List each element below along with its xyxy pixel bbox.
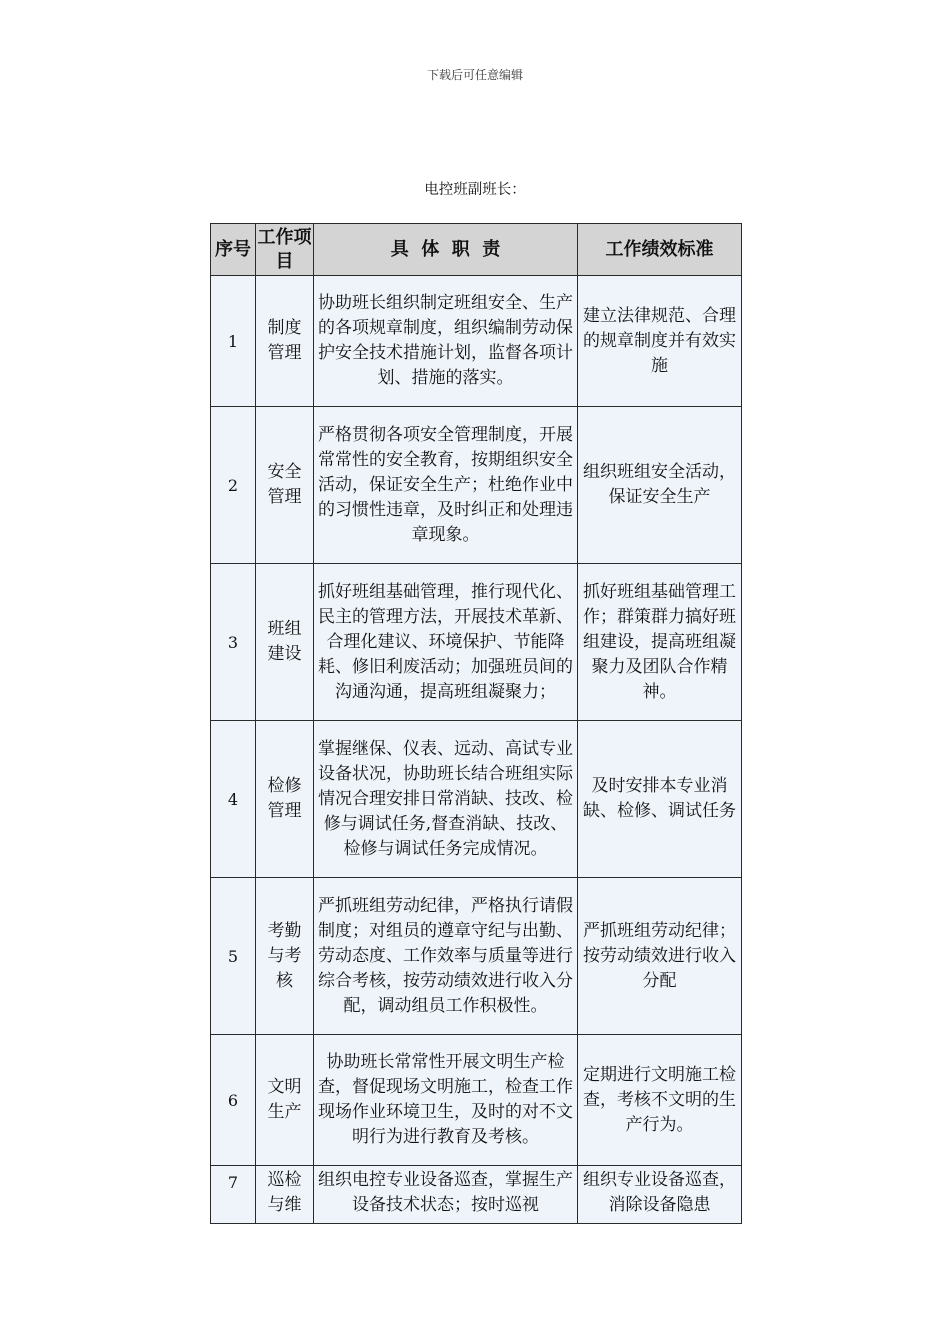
table-row bbox=[211, 564, 742, 721]
row-standard: 及时安排本专业消缺、检修、调试任务 bbox=[578, 721, 742, 878]
duty-table bbox=[210, 223, 742, 1224]
row-item: 制度管理 bbox=[256, 276, 314, 407]
document-title: 电控班副班长： bbox=[424, 182, 526, 198]
row-standard: 建立法律规范、合理的规章制度并有效实施 bbox=[578, 276, 742, 407]
row-seq: 6 bbox=[211, 1035, 256, 1166]
row-item: 考勤与考核 bbox=[256, 878, 314, 1035]
table-row bbox=[211, 276, 742, 407]
row-standard: 抓好班组基础管理工作；群策群力搞好班组建设，提高班组凝聚力及团队合作精神。 bbox=[578, 564, 742, 721]
row-item: 班组建设 bbox=[256, 564, 314, 721]
row-standard: 组织班组安全活动，保证安全生产 bbox=[578, 407, 742, 564]
table-header-row bbox=[211, 224, 742, 276]
row-standard: 严抓班组劳动纪律；按劳动绩效进行收入分配 bbox=[578, 878, 742, 1035]
row-duty: 严抓班组劳动纪律，严格执行请假制度；对组员的遵章守纪与出勤、劳动态度、工作效率与质量等进行综合考核，按劳动绩效进行收入分配，调动组员工作积极性。 bbox=[314, 878, 578, 1035]
header-item: 工作项目 bbox=[256, 224, 314, 276]
row-item: 检修管理 bbox=[256, 721, 314, 878]
row-seq: 1 bbox=[211, 276, 256, 407]
table-row bbox=[211, 1035, 742, 1166]
table-row bbox=[211, 878, 742, 1035]
table-row bbox=[211, 721, 742, 878]
row-duty: 协助班长常常性开展文明生产检查，督促现场文明施工，检查工作现场作业环境卫生，及时的对不文明行为进行教育及考核。 bbox=[314, 1035, 578, 1166]
row-duty: 掌握继保、仪表、远动、高试专业设备状况，协助班长结合班组实际情况合理安排日常消缺、技改、检修与调试任务,督查消缺、技改、检修与调试任务完成情况。 bbox=[314, 721, 578, 878]
row-standard: 定期进行文明施工检查，考核不文明的生产行为。 bbox=[578, 1035, 742, 1166]
row-seq: 7 bbox=[211, 1166, 256, 1224]
row-seq: 4 bbox=[211, 721, 256, 878]
row-duty: 协助班长组织制定班组安全、生产的各项规章制度，组织编制劳动保护安全技术措施计划，监督各项计划、措施的落实。 bbox=[314, 276, 578, 407]
row-seq: 3 bbox=[211, 564, 256, 721]
header-seq: 序号 bbox=[211, 224, 256, 276]
row-item: 文明生产 bbox=[256, 1035, 314, 1166]
row-seq: 2 bbox=[211, 407, 256, 564]
row-duty: 组织电控专业设备巡查，掌握生产设备技术状态；按时巡视 bbox=[314, 1166, 578, 1224]
row-duty: 抓好班组基础管理，推行现代化、民主的管理方法，开展技术革新、合理化建议、环境保护、节能降耗、修旧利废活动；加强班员间的沟通沟通，提高班组凝聚力； bbox=[314, 564, 578, 721]
row-item: 巡检与维 bbox=[256, 1166, 314, 1224]
row-item: 安全管理 bbox=[256, 407, 314, 564]
header-duty: 具 体 职 责 bbox=[314, 224, 578, 276]
header-standard: 工作绩效标准 bbox=[578, 224, 742, 276]
row-standard: 组织专业设备巡查，消除设备隐患 bbox=[578, 1166, 742, 1224]
row-duty: 严格贯彻各项安全管理制度，开展常常性的安全教育，按期组织安全活动，保证安全生产；杜绝作业中的习惯性违章，及时纠正和处理违章现象。 bbox=[314, 407, 578, 564]
row-seq: 5 bbox=[211, 878, 256, 1035]
table-row bbox=[211, 1166, 742, 1224]
header-note: 下载后可任意编辑 bbox=[426, 68, 523, 82]
table-row bbox=[211, 407, 742, 564]
